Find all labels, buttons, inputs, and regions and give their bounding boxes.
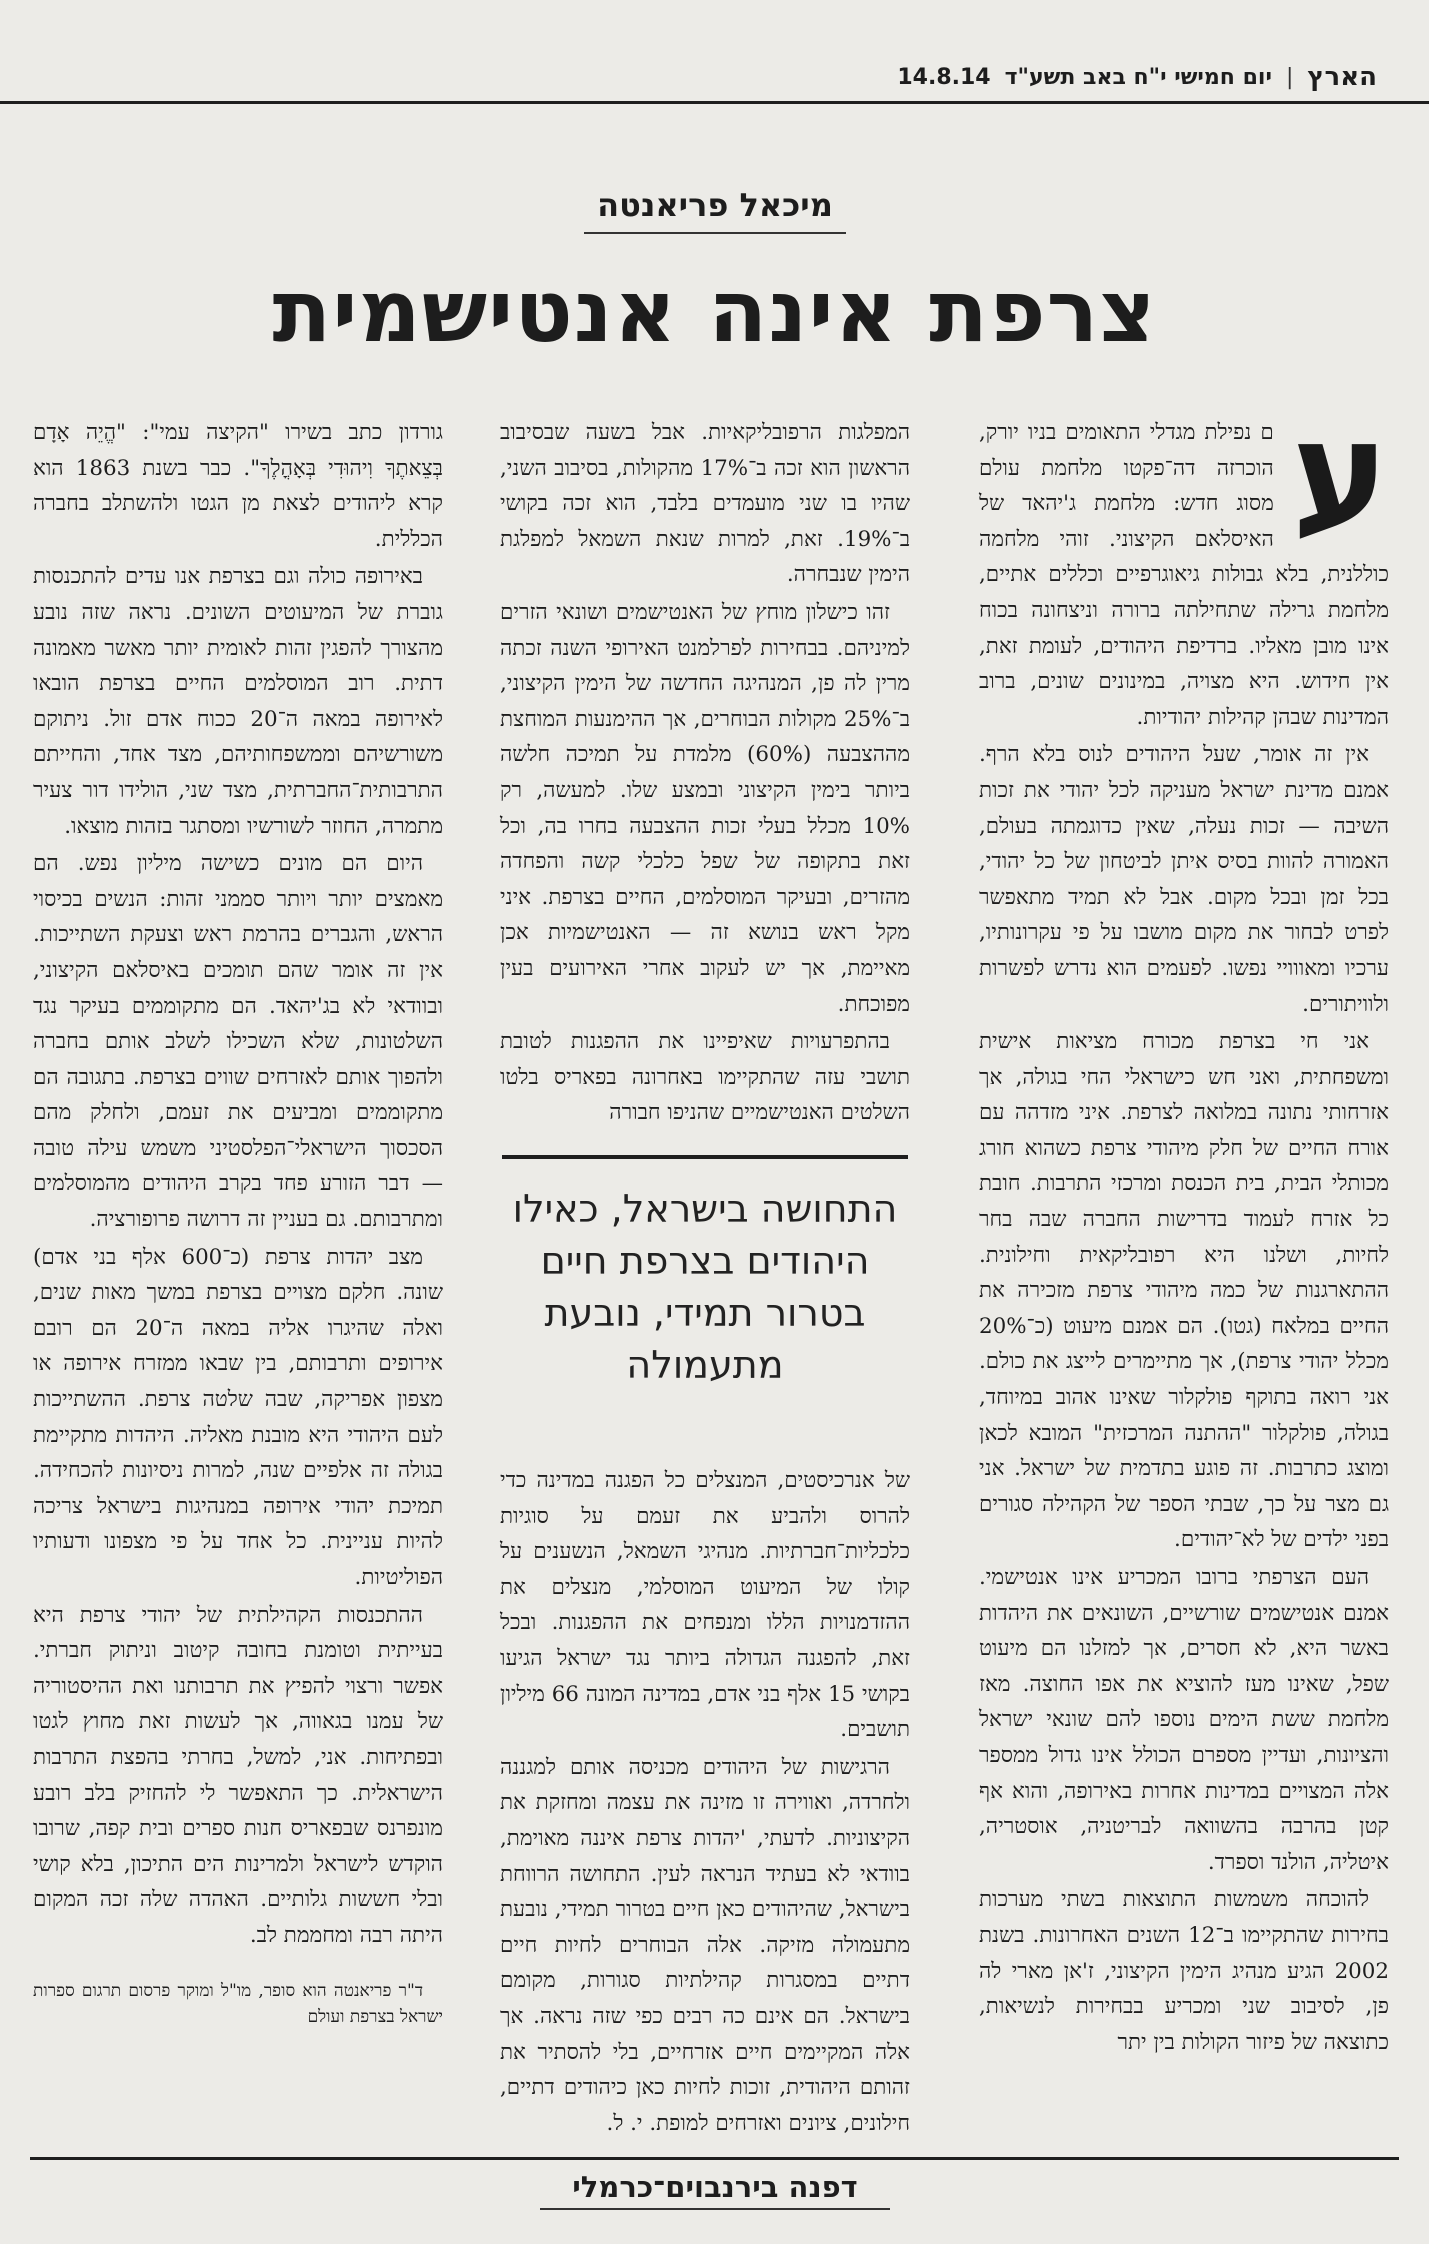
author-footnote: ד"ר פריאנטה הוא סופר, מו"ל ומוקר פרסום תרגום ספרות ישראל בצרפת ועולם (33, 1980, 443, 2027)
paragraph: באירופה כולה וגם בצרפת אנו עדים להתכנסות גוברת של המיעוטים השונים. נראה שזה נובע מהצורך להפגין זהות לאומית יותר מאשר מאמונה דתית. רוב המוסלמים החיים בצרפת הובאו לאירופה במאה ה־20 ככוח אדם זול. ניתוקם משורשיהם וממשפחותיהם, מצד אחד, והחייתם התרבותית־החברתית, מצד שני, הולידו דור צעיר מתמרה, החוזר לשורשיו ומסתגר בזהות מוצאו. (33, 564, 443, 839)
pull-quote: התחושה בישראל, כאילו היהודים בצרפת חיים בטרור תמידי, נובעת מתעמולה (502, 1155, 908, 1443)
gregorian-date: 14.8.14 (897, 64, 991, 90)
paragraph: גורדון כתב בשירו "הקיצה עמי": "הֱיֵה אָדָם בְּצֵאתֶךָ וִיהוּדִי בְּאָהֳלֶךָ". כבר בשנת 1863 הוא קרא ליהודים לצאת מן הגטו ולהשתלב בחברה הכללית. (33, 420, 443, 552)
next-article-author: דפנה בירנבוים־כרמלי (540, 2170, 890, 2210)
paragraph: הרגישות של היהודים מכניסה אותם למגננה ולחרדה, ואווירה זו מזינה את עצמה ומחזקת את הקיצוניות. לדעתי, 'יהדות צרפת איננה מאוימת, בוודאי לא בעתיד הנראה לעין. התחושה הרווחת בישראל, שהיהודים כאן חיים בטרור תמידי, נובעת מתעמולה מזיקה. אלה הבוחרים לחיות חיים דתיים במסגרות קהילתיות סגורות, מקומם בישראל. הם אינם כה רבים כפי שזה נראה. אך אלה המקיימים חיים אזרחיים, בלי להסתיר את זהותם היהודית, זוכות לחיות כאן כיהודים דתיים, חילונים, ציונים ואזרחים למופת. י. ל. (500, 1754, 910, 2136)
paragraph: זהו כישלון מוחץ של האנטישמים ושונאי הזרים למיניהם. בבחירות לפרלמנט האירופי השנה זכתה מרין לה פן, המנהיגה החדשה של הימין הקיצוני, ב־25% מקולות הבוחרים, אך ההימנעות המוחצת מההצבעה (60%) מלמדת על תמיכה חלשה ביותר בימין הקיצוני ובמצע שלו. למעשה, רק 10% מכלל בעלי זכות ההצבעה בחרו בה, וכל זאת בתקופה של שפל כלכלי קשה והפחדה מהזרים, ובעיקר המוסלמים, החיים בצרפת. איני מקל ראש בנושא זה — האנטישמיות אכן מאיימת, אך יש לעקוב אחרי האירועים בעין מפוכחת. (500, 599, 911, 1017)
paragraph: בהתפרעויות שאיפיינו את ההפגנות לטובת תושבי עזה שהתקיימו באחרונה בפאריס בלטו השלטים האנטישמיים שהניפו חבורה (500, 1029, 910, 1126)
paragraph: מצב יהדות צרפת (כ־600 אלף בני אדם) שונה. חלקם מצויים בצרפת במשך מאות שנים, ואלה שהיגרו אליה במאה ה־20 הם רובם אירופים ותרבותם, בין שבאו ממזרח אירופה או מצפון אפריקה, שבה שלטה צרפת. ההשתייכות לעם היהודי היא מובנת מאליה. היהדות מתקיימת בגולה זה אלפיים שנה, למרות ניסיונות להכחידה. תמיכת יהודי אירופה במנהיגות בישראל צריכה להיות עניינית. כל אחד על פי מצפונו ודעותיו הפוליטיות. (33, 1244, 443, 1590)
paragraph: אין זה אומר, שעל היהודים לנוס בלא הרף. אמנם מדינת ישראל מעניקה לכל יהודי את זכות השיבה — זכות נעלה, שאין כדוגמתה בעולם, האמורה להוות בסיס איתן לביטחון של כל יהודי, בכל זמן ובכל מקום. אבל לא תמיד מתאפשר לפרט לבחור את מקום מושבו על פי עקרונותיו, ערכיו ומאווויי נפשו. לפעמים הוא נדרש לפשרות ולוויתורים. (979, 742, 1389, 1017)
newspaper-name: הארץ (1307, 62, 1377, 92)
paragraph: של אנרכיסטים, המנצלים כל הפגנה במדינה כדי להרוס ולהביע את זעמם על סוגיות כלכליות־חברתיות. מנהיגי השמאל, הנשענים על קולו של המיעוט המוסלמי, מנצלים את ההזדמנויות הללו ומנפחים את ההפגנות. ובכל זאת, להפגנה הגדולה ביותר נגד ישראל הגיעו בקושי 15 אלף בני אדם, במדינה המונה 66 מיליון תושבים. (500, 1468, 910, 1743)
paragraph: ההתכנסות הקהילתית של יהודי צרפת היא בעייתית וטומנת בחובה קיטוב וניתוק חברתי. אפשר ורצוי להפיץ את תרבותנו ואת ההיסטוריה של עמנו בגאווה, אך לעשות זאת מחוץ לגטו ובפתיחות. אני, למשל, בחרתי בהפצת התרבות הישראלית. כך התאפשר לי להחזיק בלב רובע מונפרנס שבפאריס חנות ספרים ובית קפה, שרובו הוקדש לישראל ולמרינות הים התיכון, בלא קושי ובלי חששות גלותיים. האהדה שלה זכה המקום היתה רבה ומחממת לב. (33, 1602, 443, 1948)
masthead-separator: | (1285, 64, 1294, 90)
column-middle (500, 415, 911, 2136)
column-right (979, 389, 1389, 2115)
paragraph: העם הצרפתי ברובו המכריע אינו אנטישמי. אמנם אנטישמים שורשיים, השונאים את היהדות באשר היא, לא חסרים, אך למזלנו הם מיעוט שפל, שאינו מעז להוציא את אפו החוצה. מאז מלחמת ששת הימים נוספו להם שונאי ישראל והציונות, ועדיין מספרם הכולל אינו גדול ממספר אלה המצויים במדינות אחרות באירופה, והוא אף קטן בהרבה בהשוואה לבריטניה, אוסטריה, איטליה, הולנד וספרד. (979, 1565, 1389, 1875)
paragraph: היום הם מונים כשישה מיליון נפש. הם מאמצים יותר ויותר סממני זהות: הנשים בכיסוי הראש, והגברים בהרמת ראש וצעקת השתייכות. אין זה אומר שהם תומכים באיסלאם הקיצוני, ובוודאי לא בג'יהאד. הם מתקוממים בעיקר נגד השלטונות, שלא השכילו לשלב אותם בחברה ולהפוך אותם לאזרחים שווים בצרפת. בתגובה הם מתקוממים ומביעים את זעמם, ולחלק מהם הסכסוך הישראלי־הפלסטיני משמש עילה טובה — דבר הזורע פחד בקרב היהודים מהמוסלמים ומתרבותם. גם בעניין זה דרושה פרופורציה. (33, 851, 443, 1233)
column-middle-top (500, 415, 910, 1155)
masthead (640, 52, 1377, 102)
column-middle-bottom (500, 1463, 910, 2141)
byline: מיכאל פריאנטה (584, 186, 846, 234)
top-rule (0, 101, 1429, 104)
paragraph: ם נפילת מגדלי התאומים בניו יורק, הוכרזה דה־פקטו מלחמת עולם מסוג חדש: מלחמת ג'יהאד של האיסלאם הקיצוני. זוהי מלחמה כוללנית, בלא גבולות גיאוגרפיים וכללים אתיים, מלחמת גרילה שתחילתה ברורה וניצחונה בכוח אינו מובן מאליו. ברדיפת היהודים, לעומת זאת, אין חידוש. היא מצויה, במינונים שונים, ברוב המדינות שבהן קהילות יהודיות. (979, 420, 1389, 730)
column-left (33, 415, 443, 2115)
hebrew-date: יום חמישי י"ח באב תשע"ד (1004, 64, 1272, 90)
headline: צרפת אינה אנטישמית (272, 262, 1157, 362)
dropcap: ע (1291, 389, 1389, 559)
paragraph: להוכחה משמשות התוצאות בשתי מערכות בחירות שהתקיימו ב־12 השנים האחרונות. בשנת 2002 הגיע מנהיג הימין הקיצוני, ז'אן מארי לה פן, לסיבוב שני ומכריע בבחירות לנשיאות, כתוצאה של פיזור הקולות בין יתר (979, 1887, 1389, 2055)
bottom-rule (30, 2157, 1399, 2160)
paragraph: אני חי בצרפת מכורח מציאות אישית ומשפחתית, ואני חש כישראלי החי בגולה, אך אזרחותי נתונה במלואה לצרפת. איני מזדהה עם אורח החיים של חלק מיהודי צרפת כשהוא חורג מכותלי הבית, בית הכנסת ומרכזי התרבות. חובת כל אזרח לעמוד בדרישות החברה שבה בחר לחיות, ושלנו היא רפובליקאית וחילונית. ההתארגנות של כמה מיהודי צרפת מזכירה את החיים במלאח (גטו). הם אמנם מיעוט (כ־20% מכלל יהודי צרפת), אך מתיימרים לייצג את כולם. אני רואה בתוקף פולקלור שאינו אהוב במיוחד, בגולה, פולקלור "ההתנה המרכזית" המובא לכאן ומוצג כתרבות. זה פוגע בתדמית של ישראל. אני גם מצר על כך, שבתי הספר של הקהילה סגורים בפני ילדים של לא־יהודים. (979, 1029, 1389, 1553)
paragraph: המפלגות הרפובליקאיות. אבל בשעה שבסיבוב הראשון הוא זכה ב־17% מהקולות, בסיבוב השני, שהיו בו שני מועמדים בלבד, הוא זכה בקושי ב־19%. זאת, למרות שנאת השמאל למפלגת הימין שנבחרה. (500, 420, 910, 588)
